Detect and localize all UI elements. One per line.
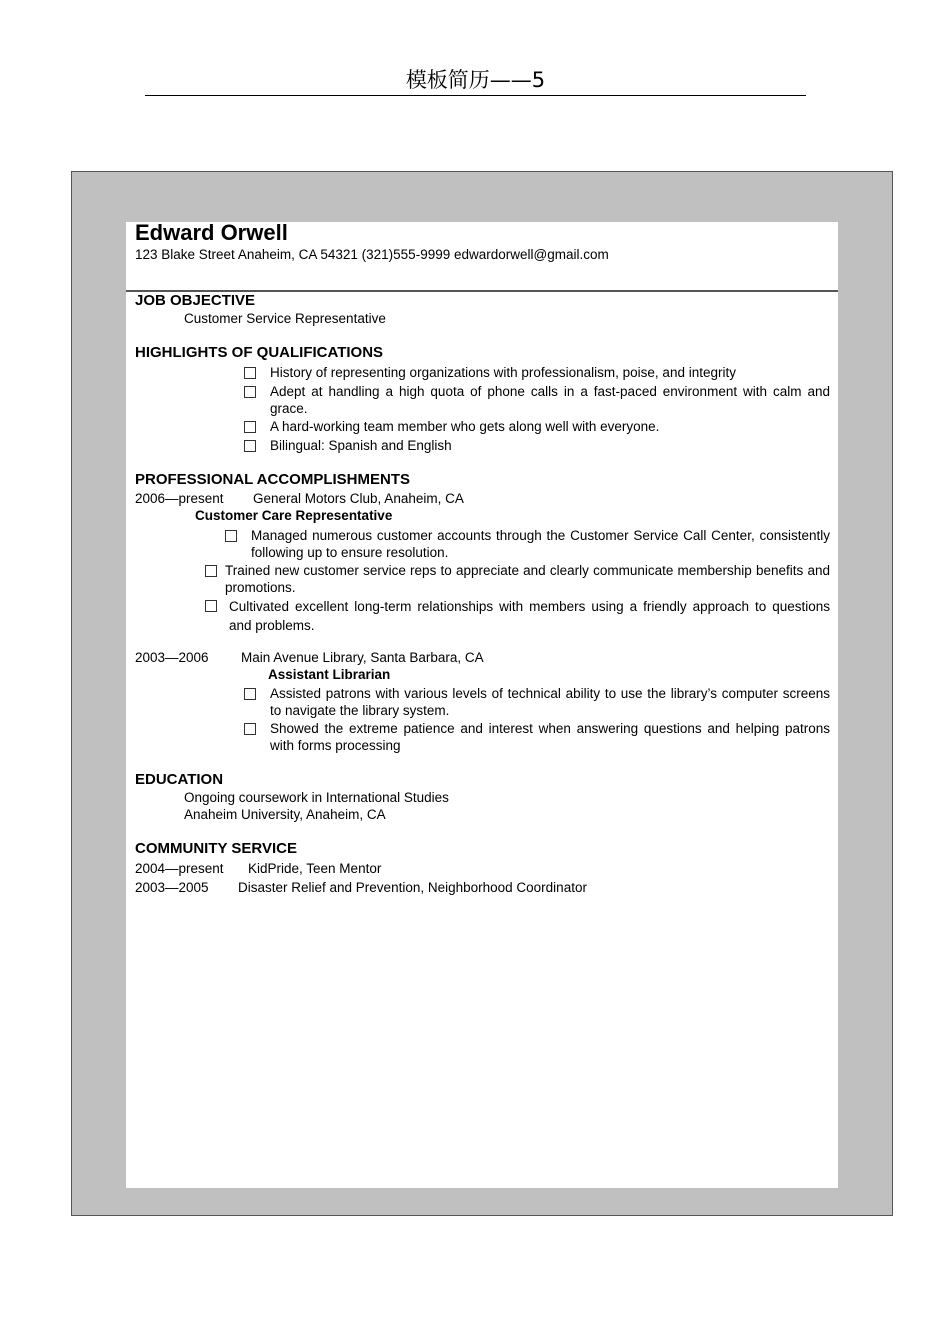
- contact-line: 123 Blake Street Anaheim, CA 54321 (321)555-9999 edwardorwell@gmail.com: [135, 247, 609, 262]
- highlight-item: Bilingual: Spanish and English: [270, 438, 452, 453]
- accomplishments-heading: PROFESSIONAL ACCOMPLISHMENTS: [135, 471, 411, 488]
- resume-name: Edward Orwell: [135, 220, 288, 245]
- highlights-heading: HIGHLIGHTS OF QUALIFICATIONS: [135, 344, 384, 361]
- education-line: Ongoing coursework in International Studies: [184, 790, 449, 805]
- checkbox-icon: [244, 367, 256, 379]
- community-item: Disaster Relief and Prevention, Neighborhood Coordinator: [238, 880, 587, 895]
- job-bullet: Trained new customer service reps to appreciate and clearly communicate membership benefits and promotions.: [225, 563, 830, 595]
- checkbox-icon: [225, 530, 237, 542]
- education-line: Anaheim University, Anaheim, CA: [184, 807, 386, 822]
- job-bullet: Showed the extreme patience and interest when answering questions and helping patrons with forms processing: [270, 721, 830, 753]
- highlight-item: History of representing organizations with professionalism, poise, and integrity: [270, 365, 736, 380]
- checkbox-icon: [244, 386, 256, 398]
- job-bullet: Managed numerous customer accounts through the Customer Service Call Center, consistently following up to ensure resolution.: [251, 528, 830, 560]
- checkbox-icon: [244, 688, 256, 700]
- highlight-item: Adept at handling a high quota of phone calls in a fast-paced environment with calm and grace.: [270, 384, 830, 416]
- objective-text: Customer Service Representative: [184, 311, 386, 326]
- job-org: Main Avenue Library, Santa Barbara, CA: [241, 650, 484, 665]
- checkbox-icon: [244, 421, 256, 433]
- job-title: Assistant Librarian: [268, 667, 391, 682]
- job-bullet: Cultivated excellent long-term relationships with members using a friendly approach to questions and problems.: [229, 599, 830, 633]
- job-dates: 2003—2006: [135, 650, 209, 665]
- checkbox-icon: [244, 440, 256, 452]
- checkbox-icon: [205, 600, 217, 612]
- job-title: Customer Care Representative: [195, 508, 393, 523]
- education-heading: EDUCATION: [135, 771, 224, 788]
- document-title: 模板简历——5: [145, 66, 806, 96]
- objective-heading: JOB OBJECTIVE: [135, 292, 256, 309]
- job-bullet: Assisted patrons with various levels of technical ability to use the library’s computer screens to navigate the library system.: [270, 686, 830, 718]
- community-item: KidPride, Teen Mentor: [248, 861, 382, 876]
- checkbox-icon: [244, 723, 256, 735]
- community-dates: 2004—present: [135, 861, 224, 876]
- resume-sheet: [126, 222, 838, 1188]
- community-heading: COMMUNITY SERVICE: [135, 840, 297, 857]
- job-org: General Motors Club, Anaheim, CA: [253, 491, 464, 506]
- resume-frame: [71, 171, 893, 1216]
- checkbox-icon: [205, 565, 217, 577]
- community-dates: 2003—2005: [135, 880, 209, 895]
- job-dates: 2006—present: [135, 491, 224, 506]
- highlight-item: A hard-working team member who gets along well with everyone.: [270, 419, 660, 434]
